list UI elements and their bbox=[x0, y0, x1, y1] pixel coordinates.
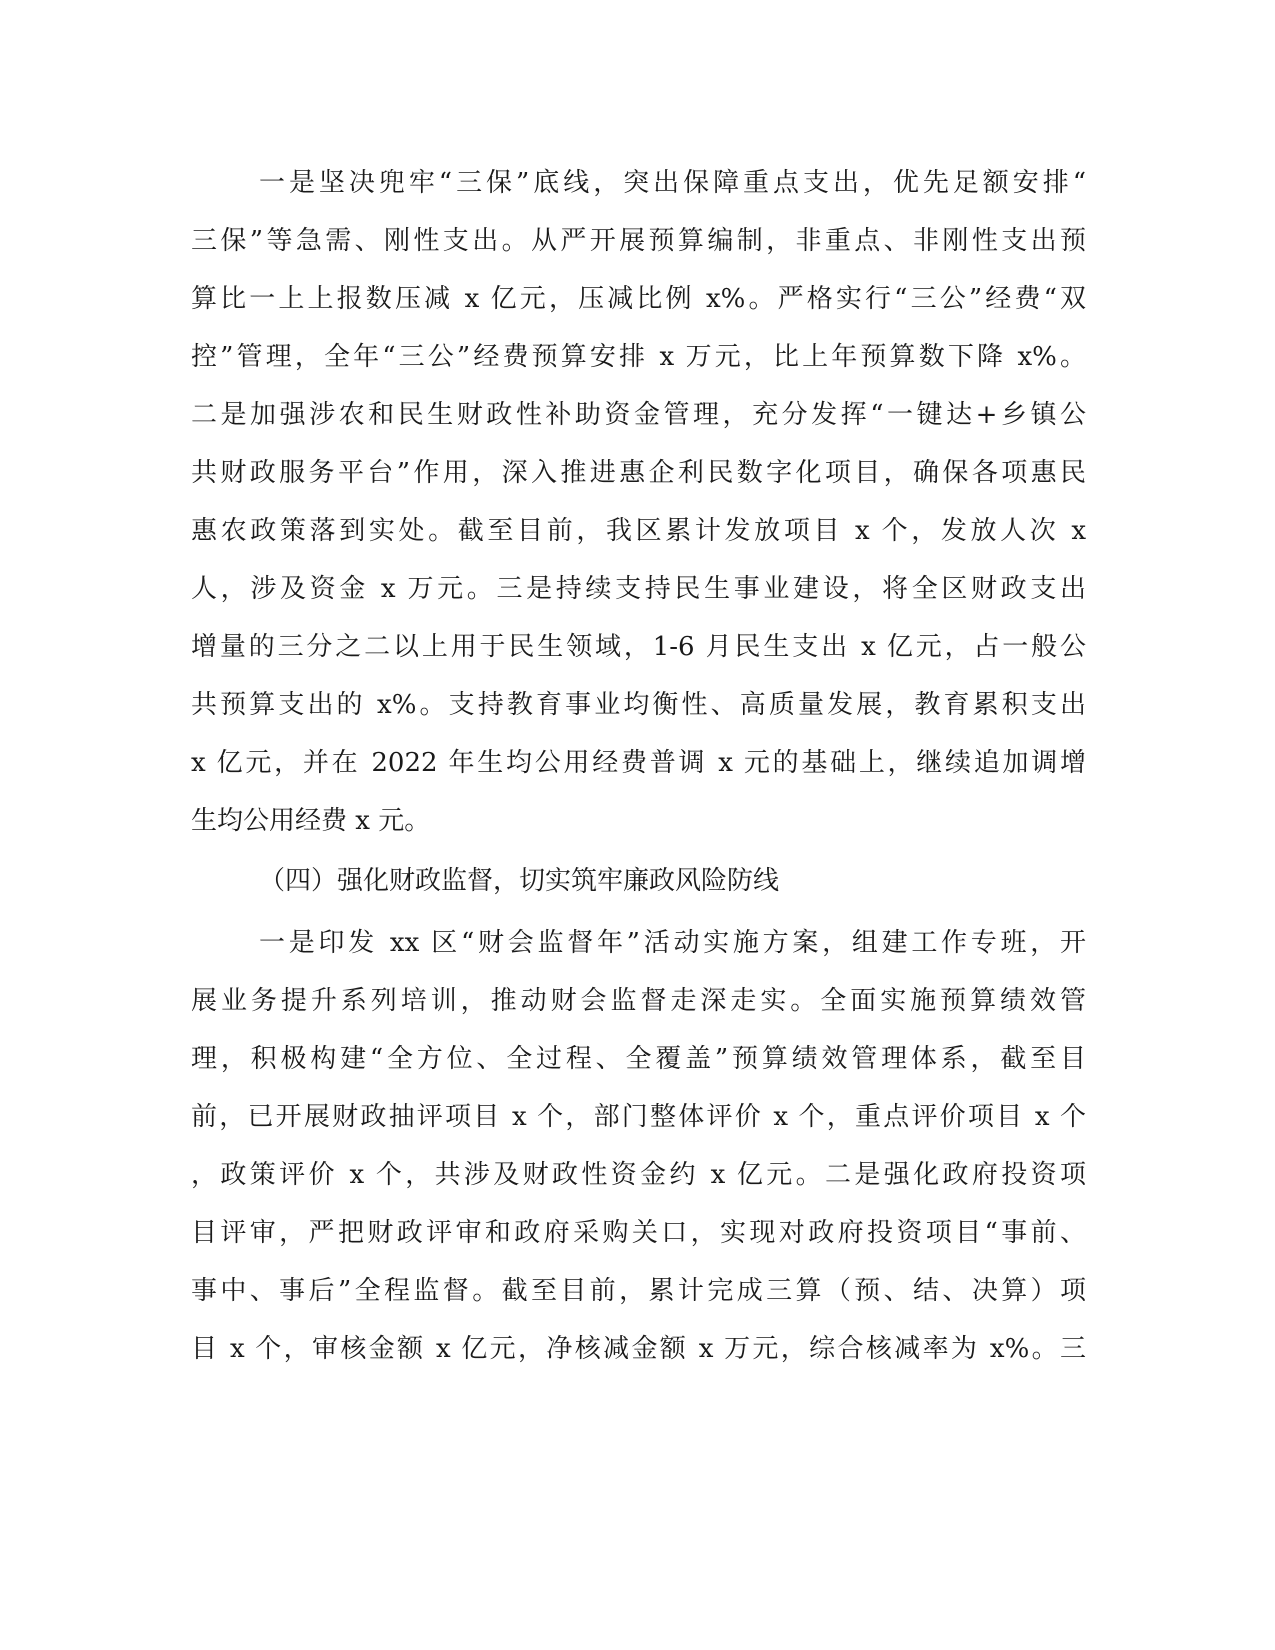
section-heading: （四）强化财政监督，切实筑牢廉政风险防线 bbox=[259, 866, 780, 896]
paragraph-1-line-4: 控”管理，全年“三公”经费预算安排 x 万元，比上年预算数下降 x%。 bbox=[191, 342, 1086, 372]
paragraph-1-line-12: 生均公用经费 x 元。 bbox=[191, 806, 431, 836]
paragraph-1-line-2: 三保”等急需、刚性支出。从严开展预算编制，非重点、非刚性支出预 bbox=[191, 226, 1086, 256]
paragraph-1-line-6: 共财政服务平台”作用，深入推进惠企利民数字化项目，确保各项惠民 bbox=[191, 458, 1086, 488]
paragraph-1-line-7: 惠农政策落到实处。截至目前，我区累计发放项目 x 个，发放人次 x bbox=[191, 516, 1086, 546]
paragraph-2-line-2: 展业务提升系列培训，推动财会监督走深走实。全面实施预算绩效管 bbox=[191, 986, 1086, 1016]
paragraph-2-line-1: 一是印发 xx 区“财会监督年”活动实施方案，组建工作专班，开 bbox=[259, 928, 1086, 958]
paragraph-2-line-3: 理，积极构建“全方位、全过程、全覆盖”预算绩效管理体系，截至目 bbox=[191, 1044, 1086, 1074]
paragraph-1-line-3: 算比一上上报数压减 x 亿元，压减比例 x%。严格实行“三公”经费“双 bbox=[191, 284, 1086, 314]
paragraph-1-line-5: 二是加强涉农和民生财政性补助资金管理，充分发挥“一键达+乡镇公 bbox=[191, 400, 1086, 430]
paragraph-1-line-9: 增量的三分之二以上用于民生领域，1-6 月民生支出 x 亿元，占一般公 bbox=[191, 632, 1086, 662]
paragraph-2-line-5: ，政策评价 x 个，共涉及财政性资金约 x 亿元。二是强化政府投资项 bbox=[191, 1160, 1086, 1190]
paragraph-2-line-7: 事中、事后”全程监督。截至目前，累计完成三算（预、结、决算）项 bbox=[191, 1276, 1086, 1306]
paragraph-1-line-11: x 亿元，并在 2022 年生均公用经费普调 x 元的基础上，继续追加调增 bbox=[191, 748, 1086, 778]
paragraph-2-line-6: 目评审，严把财政评审和政府采购关口，实现对政府投资项目“事前、 bbox=[191, 1218, 1086, 1248]
paragraph-1-line-1: 一是坚决兜牢“三保”底线，突出保障重点支出，优先足额安排“ bbox=[259, 168, 1086, 198]
paragraph-1-line-8: 人，涉及资金 x 万元。三是持续支持民生事业建设，将全区财政支出 bbox=[191, 574, 1086, 604]
paragraph-2-line-8: 目 x 个，审核金额 x 亿元，净核减金额 x 万元，综合核减率为 x%。三 bbox=[191, 1334, 1086, 1364]
paragraph-1-line-10: 共预算支出的 x%。支持教育事业均衡性、高质量发展，教育累积支出 bbox=[191, 690, 1086, 720]
paragraph-2-line-4: 前，已开展财政抽评项目 x 个，部门整体评价 x 个，重点评价项目 x 个 bbox=[191, 1102, 1086, 1132]
